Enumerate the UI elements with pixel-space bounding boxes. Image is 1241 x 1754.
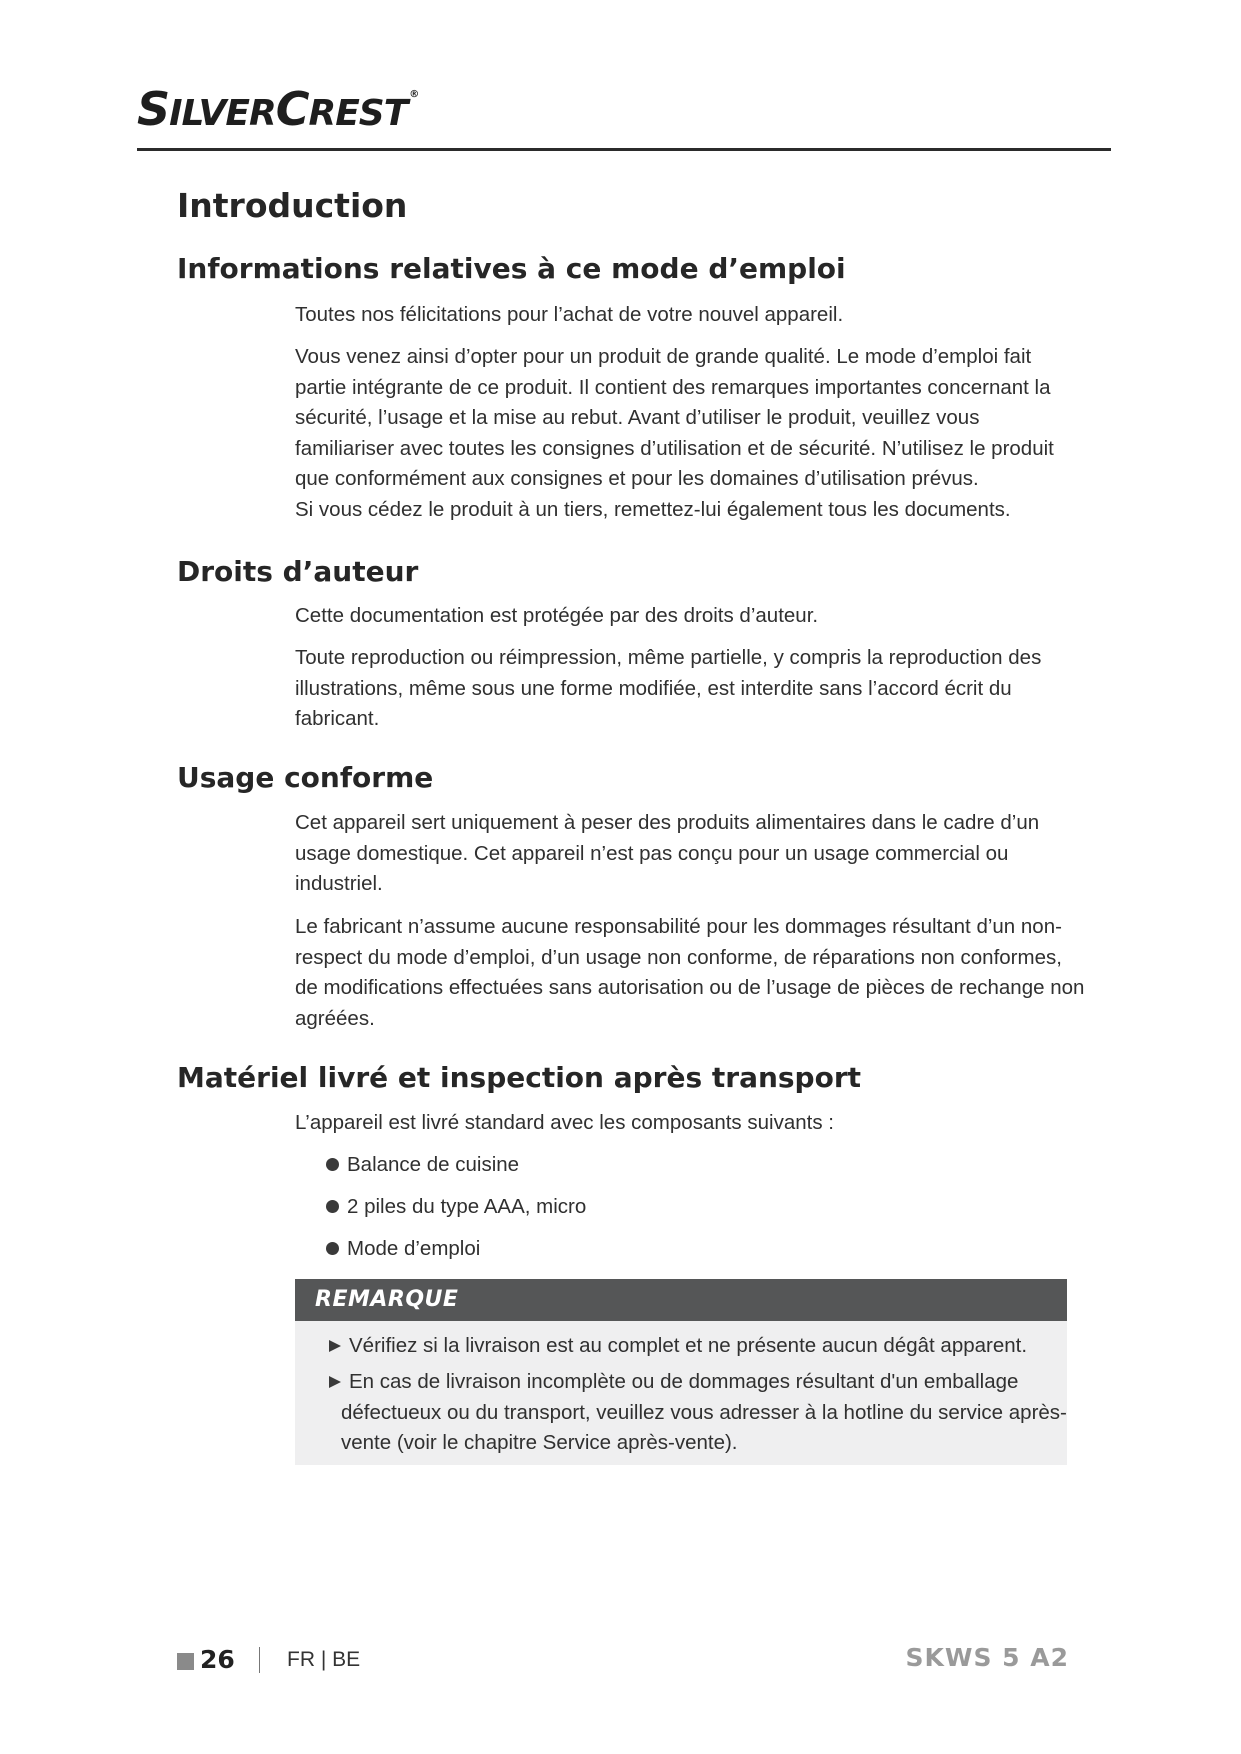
note-item-2 <box>329 1367 1069 1459</box>
note-box <box>295 1279 1067 1465</box>
note-item-text: En cas de livraison incomplète ou de dommages résultant d'un emballage <box>349 1370 1019 1393</box>
model-number: SKWS 5 A2 <box>905 1643 1069 1672</box>
note-item-text: Vérifiez si la livraison est au complet et ne présente aucun dégât apparent. <box>349 1334 1028 1357</box>
footer-divider <box>259 1647 260 1673</box>
list-item-text: Balance de cuisine <box>347 1153 520 1176</box>
note-item-text-continued: défectueux ou du transport, veuillez vous adresser à la hotline du service après-vente (voir le chapitre Service après-vente). <box>341 1400 1067 1454</box>
bullet-icon <box>326 1158 339 1171</box>
note-title: REMARQUE <box>315 1287 459 1312</box>
copyright-paragraph-2: Toute reproduction ou réimpression, même partielle, y compris la reproduction des illustrations, même sous une forme modifiée, est interdite sans l’accord écrit du fabricant. <box>295 646 1042 730</box>
info-paragraph-3: Si vous cédez le produit à un tiers, remettez-lui également tous les documents. <box>295 498 1011 521</box>
page-title: Introduction <box>177 186 408 225</box>
section-heading-info: Informations relatives à ce mode d’emploi <box>177 252 846 285</box>
bullet-icon <box>326 1200 339 1213</box>
info-paragraph-2: Vous venez ainsi d’opter pour un produit de grande qualité. Le mode d’emploi fait partie intégrante de ce produit. Il contient des remarques importantes concernant la sécurité, l’usage et la mise au rebut. Avant d’utiliser le produit, veuillez vous familiariser avec toutes les consignes d’utilisation et de sécurité. N’utilisez le produit que conformément aux consignes et pour les domaines d’utilisation prévus. <box>295 345 1054 490</box>
info-paragraph-1: Toutes nos félicitations pour l’achat de votre nouvel appareil. <box>295 303 844 326</box>
list-item-text: Mode d’emploi <box>347 1237 481 1260</box>
brand-letter: C <box>275 82 309 136</box>
page-number: 26 <box>200 1645 235 1674</box>
copyright-paragraph-1: Cette documentation est protégée par des droits d’auteur. <box>295 604 819 627</box>
page-marker-square <box>177 1653 194 1670</box>
list-item <box>326 1234 480 1264</box>
list-item-text: 2 piles du type AAA, micro <box>347 1195 587 1218</box>
brand-word-part: REST <box>308 93 408 134</box>
usage-paragraph-2: Le fabricant n’assume aucune responsabilité pour les dommages résultant d’un non-respect du mode d’emploi, d’un usage non conforme, de réparations non conformes, de modifications effectuées sans autorisation ou de l’usage de pièces de rechange non agréées. <box>295 915 1085 1030</box>
brand-letter: S <box>137 82 170 136</box>
section-heading-delivery: Matériel livré et inspection après transport <box>177 1061 862 1094</box>
triangle-arrow-icon <box>329 1340 341 1352</box>
section-heading-copyright: Droits d’auteur <box>177 555 419 588</box>
language-code: FR | BE <box>287 1648 361 1671</box>
usage-paragraph-1: Cet appareil sert uniquement à peser des produits alimentaires dans le cadre d’un usage domestique. Cet appareil n’est pas conçu pour un usage commercial ou industriel. <box>295 811 1040 895</box>
triangle-arrow-icon <box>329 1376 341 1388</box>
list-item <box>326 1150 519 1180</box>
brand-word-part: ILVER <box>169 93 276 134</box>
list-item <box>326 1192 586 1222</box>
header-divider <box>137 148 1111 151</box>
note-item-1 <box>329 1331 1069 1362</box>
section-heading-usage: Usage conforme <box>177 761 434 794</box>
registered-mark: ® <box>409 89 419 100</box>
delivery-intro: L’appareil est livré standard avec les composants suivants : <box>295 1111 834 1134</box>
note-header <box>295 1279 1067 1321</box>
bullet-icon <box>326 1242 339 1255</box>
brand-logo <box>137 82 419 136</box>
